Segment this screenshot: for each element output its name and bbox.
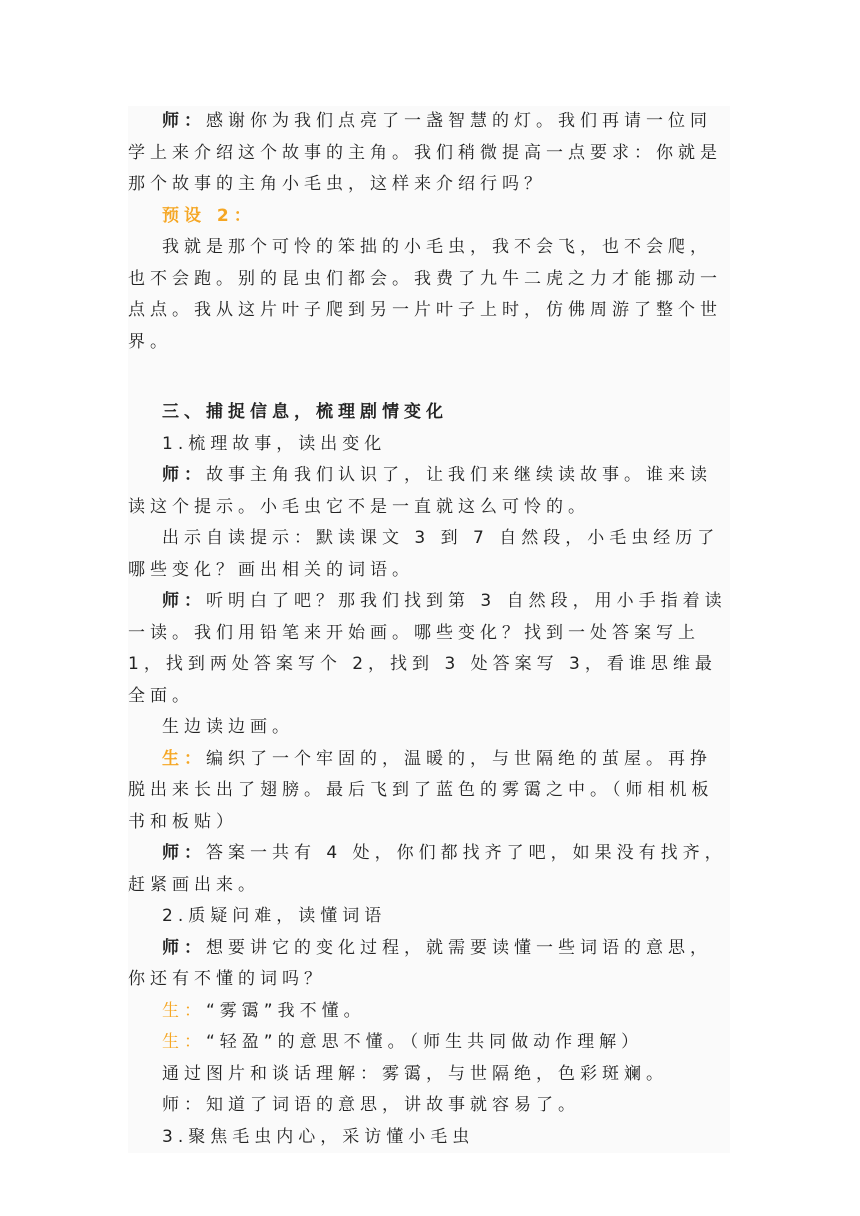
- paragraph-teacher-2: [128, 460, 730, 523]
- speaker-label: 师：: [162, 465, 206, 485]
- paragraph-teacher-4: [128, 838, 730, 901]
- paragraph-student-1: [128, 744, 730, 839]
- speaker-label: 生：: [162, 748, 206, 769]
- section-spacer: [128, 358, 730, 397]
- paragraph-preset-answer: [128, 232, 730, 358]
- paragraph-students-draw: [128, 712, 730, 744]
- paragraph-text: 感谢你为我们点亮了一盏智慧的灯。我们再请一位同学上来介绍这个故事的主角。我们稍微提高一点要求：你就是那个故事的主角小毛虫，这样来介绍行吗？: [128, 111, 722, 194]
- speaker-label: 生：: [162, 1000, 206, 1021]
- speaker-label: 师：: [162, 937, 206, 958]
- speaker-label: 师：: [162, 843, 206, 863]
- paragraph-teacher-3: [128, 586, 730, 712]
- subheading-3: [128, 1122, 730, 1154]
- paragraph-word-understanding: [128, 1059, 730, 1091]
- paragraph-teacher-5: [128, 933, 730, 996]
- paragraph-student-2: [128, 996, 730, 1028]
- subheading-text: 2.质疑问难，读懂词语: [162, 906, 387, 926]
- paragraph-text: 听明白了吧？那我们找到第 3 自然段，用小手指着读一读。我们用铅笔来开始画。哪些变化？找到一处答案写上 1，找到两处答案写个 2，找到 3 处答案写 3，看谁思维最全面。: [128, 591, 727, 706]
- paragraph-text: 编织了一个牢固的，温暖的，与世隔绝的茧屋。再挣脱出来长出了翅膀。最后飞到了蓝色的雾霭之中。（师相机板书和板贴）: [128, 748, 714, 832]
- paragraph-text: 师：知道了词语的意思，讲故事就容易了。: [162, 1095, 580, 1115]
- paragraph-text: “雾霭”我不懂。: [206, 1000, 366, 1021]
- preset-label-line: [128, 201, 730, 233]
- paragraph-teacher-1: [128, 106, 730, 201]
- subheading-1: [128, 429, 730, 461]
- paragraph-student-3: [128, 1027, 730, 1059]
- paragraph-text: 故事主角我们认识了，让我们来继续读故事。谁来读读这个提示。小毛虫它不是一直就这么可怜的。: [128, 465, 712, 517]
- paragraph-text: “轻盈”的意思不懂。（师生共同做动作理解）: [206, 1032, 644, 1052]
- paragraph-text: 想要讲它的变化过程，就需要读懂一些词语的意思，你还有不懂的词吗？: [128, 937, 712, 989]
- speaker-label: 师：: [162, 591, 206, 611]
- subheading-text: 3.聚焦毛虫内心，采访懂小毛虫: [162, 1126, 475, 1147]
- paragraph-teacher-6: [128, 1090, 730, 1122]
- speaker-label: 师：: [162, 111, 206, 131]
- paragraph-text: 答案一共有 4 处，你们都找齐了吧，如果没有找齐，赶紧画出来。: [128, 843, 727, 895]
- section-heading-text: 三、捕捉信息，梳理剧情变化: [162, 402, 448, 422]
- section-heading: [128, 397, 730, 429]
- subheading-text: 1.梳理故事，读出变化: [162, 433, 387, 454]
- speaker-label: 生：: [162, 1032, 206, 1052]
- paragraph-text: 生边读边画。: [162, 717, 294, 737]
- paragraph-reading-prompt: [128, 523, 730, 586]
- subheading-2: [128, 901, 730, 933]
- lesson-text: [128, 106, 730, 1153]
- preset-label: 预设 2：: [162, 205, 256, 226]
- paragraph-text: 出示自读提示：默读课文 3 到 7 自然段，小毛虫经历了哪些变化？画出相关的词语。: [128, 528, 720, 580]
- paragraph-text: 通过图片和谈话理解：雾霭，与世隔绝，色彩斑斓。: [162, 1063, 668, 1084]
- paragraph-text: 我就是那个可怜的笨拙的小毛虫，我不会飞，也不会爬，也不会跑。别的昆虫们都会。我费了九牛二虎之力才能挪动一点点。我从这片叶子爬到另一片叶子上时，仿佛周游了整个世界。: [128, 237, 722, 352]
